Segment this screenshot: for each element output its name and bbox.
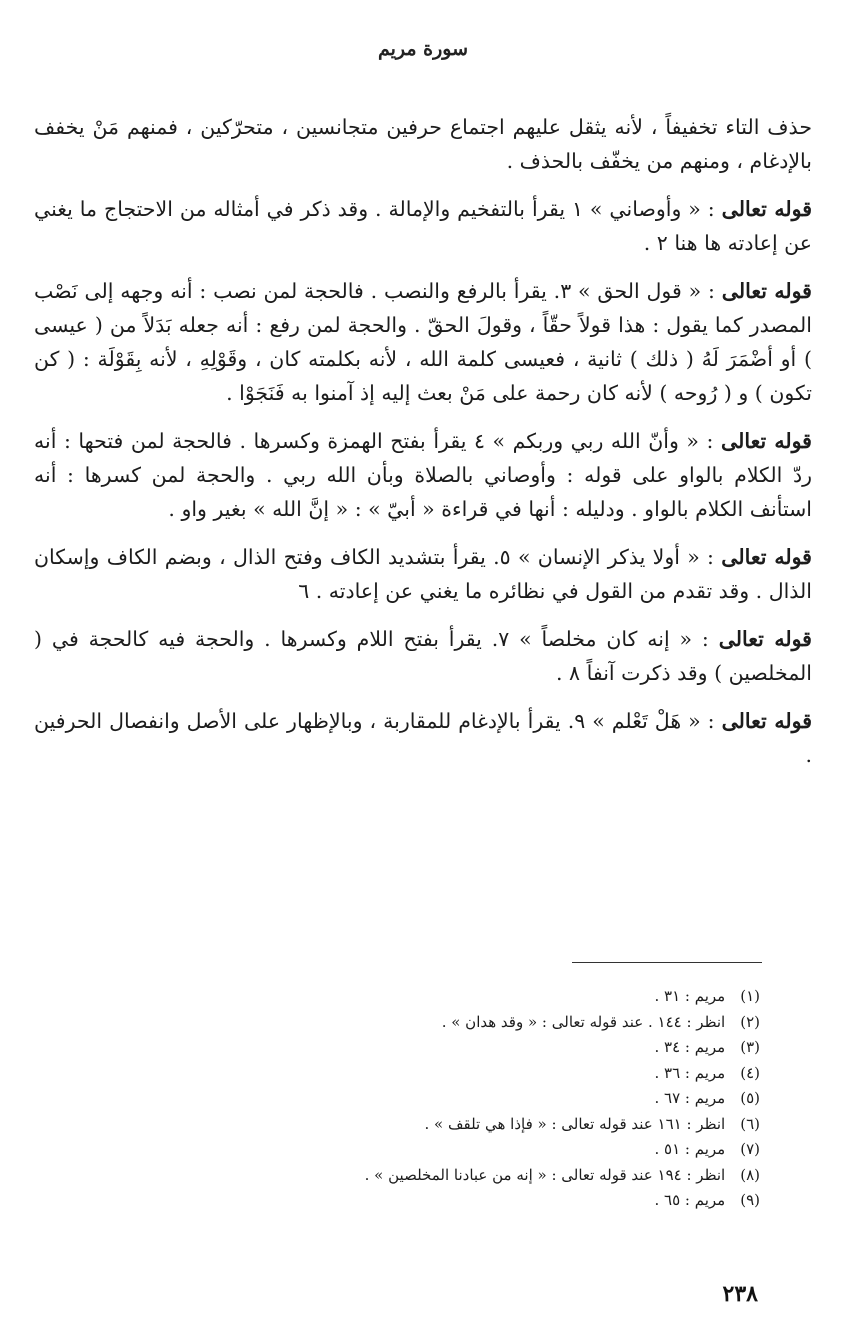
paragraph [34,192,812,260]
footnote-text: مريم : ٣٤ . [654,1038,726,1056]
page-number: ٢٣٨ [722,1281,758,1307]
footnotes [100,984,760,1214]
footnote-text: انظر : ١٤٤ . عند قوله تعالى : « وقد هدان » . [441,1012,726,1031]
paragraph-text: : « وأوصاني » ١ يقرأ بالتفخيم والإمالة . وقد ذكر في أمثاله من الاحتجاج ما يغني عن إعادته ها هنا ٢ . [34,197,812,255]
paragraph [34,622,812,690]
footnote [100,1188,760,1214]
paragraph-lead: قوله تعالى [718,627,812,651]
footnote-number: (٥) [740,1089,760,1107]
footnote-number: (٤) [740,1063,760,1082]
footnote-text: انظر : ١٦١ عند قوله تعالى : « فإذا هي تلقف » . [424,1114,726,1133]
footnote-number: (٦) [740,1114,760,1133]
footnote [100,1061,760,1087]
paragraph-text: : « قول الحق » ٣. يقرأ بالرفع والنصب . فالحجة لمن نصب : أنه وجهه إلى نَصْب المصدر كما يقول : هذا قولاً حقّاً ، وقولَ الحقّ . والحجة لمن رفع : أنه جعله بَدَلاً من ( عيسى ) أو أضْمَرَ لَهُ ( ذلك ) ثانية ، فعيسى كلمة الله ، لأنه بكلمته كان ، وقَوْلِهِ ، لأنه بِقَوْلَة : ( كن تكون ) و ( رُوحه ) لأنه كان رحمة على مَنْ بعث إليه إذ آمنوا به فَنَجَوْا . [34,279,812,405]
paragraph [34,540,812,608]
footnote-text: مريم : ٥١ . [654,1140,726,1158]
footnote [100,1086,760,1112]
paragraph-text: : « هَلْ تَعْلم » ٩. يقرأ بالإدغام للمقاربة ، وبالإظهار على الأصل وانفصال الحرفين . [34,709,812,767]
footnote [100,1112,760,1138]
paragraph-lead: قوله تعالى [721,197,813,221]
footnote-divider [572,962,762,963]
footnote-number: (٩) [740,1191,760,1209]
footnote-text: مريم : ٦٥ . [654,1191,726,1209]
footnote-text: مريم : ٦٧ . [654,1089,726,1107]
footnote-number: (١) [740,987,760,1005]
footnote [100,984,760,1010]
paragraph-text: : « إنه كان مخلصاً » ٧. يقرأ بفتح اللام وكسرها . والحجة فيه كالحجة في ( المخلصين ) وقد ذكرت آنفاً ٨ . [34,627,812,685]
footnote-text: مريم : ٣٦ . [654,1063,726,1082]
footnote [100,1163,760,1189]
footnote-text: انظر : ١٩٤ عند قوله تعالى : « إنه من عبادنا المخلصين » . [364,1165,726,1184]
footnote-number: (٧) [740,1140,760,1158]
paragraph [34,110,812,178]
paragraph [34,424,812,526]
paragraph-lead: قوله تعالى [721,429,812,453]
footnote-number: (٣) [740,1038,760,1056]
footnote-text: مريم : ٣١ . [654,987,726,1005]
footnote [100,1137,760,1163]
paragraph-text: حذف التاء تخفيفاً ، لأنه يثقل عليهم اجتماع حرفين متجانسين ، متحرّكين ، فمنهم مَنْ يخفف بالإدغام ، ومنهم من يخفّف بالحذف . [34,115,812,173]
paragraph-lead: قوله تعالى [721,545,812,569]
paragraph-lead: قوله تعالى [721,279,812,303]
paragraph-text: : « وأنّ الله ربي وربكم » ٤ يقرأ بفتح الهمزة وكسرها . فالحجة لمن فتحها : أنه ردّ الكلام بالواو على قوله : وأوصاني بالصلاة وبأن الله ربي . والحجة لمن كسرها : أنه استأنف الكلام بالواو . ودليله : أنها في قراءة « أبيّ » : « إنَّ الله » بغير واو . [34,429,812,521]
page-title: سورة مريم [377,38,469,60]
footnote [100,1010,760,1036]
paragraph-lead: قوله تعالى [721,709,812,733]
footnote [100,1035,760,1061]
footnote-number: (٨) [740,1165,760,1184]
paragraph [34,704,812,772]
paragraph [34,274,812,410]
footnote-number: (٢) [740,1012,760,1031]
paragraph-text: : « أولا يذكر الإنسان » ٥. يقرأ بتشديد الكاف وفتح الذال ، وبضم الكاف وإسكان الذال . وقد تقدم من القول في نظائره ما يغني عن إعادته . ٦ [34,545,812,603]
main-text [34,110,812,786]
